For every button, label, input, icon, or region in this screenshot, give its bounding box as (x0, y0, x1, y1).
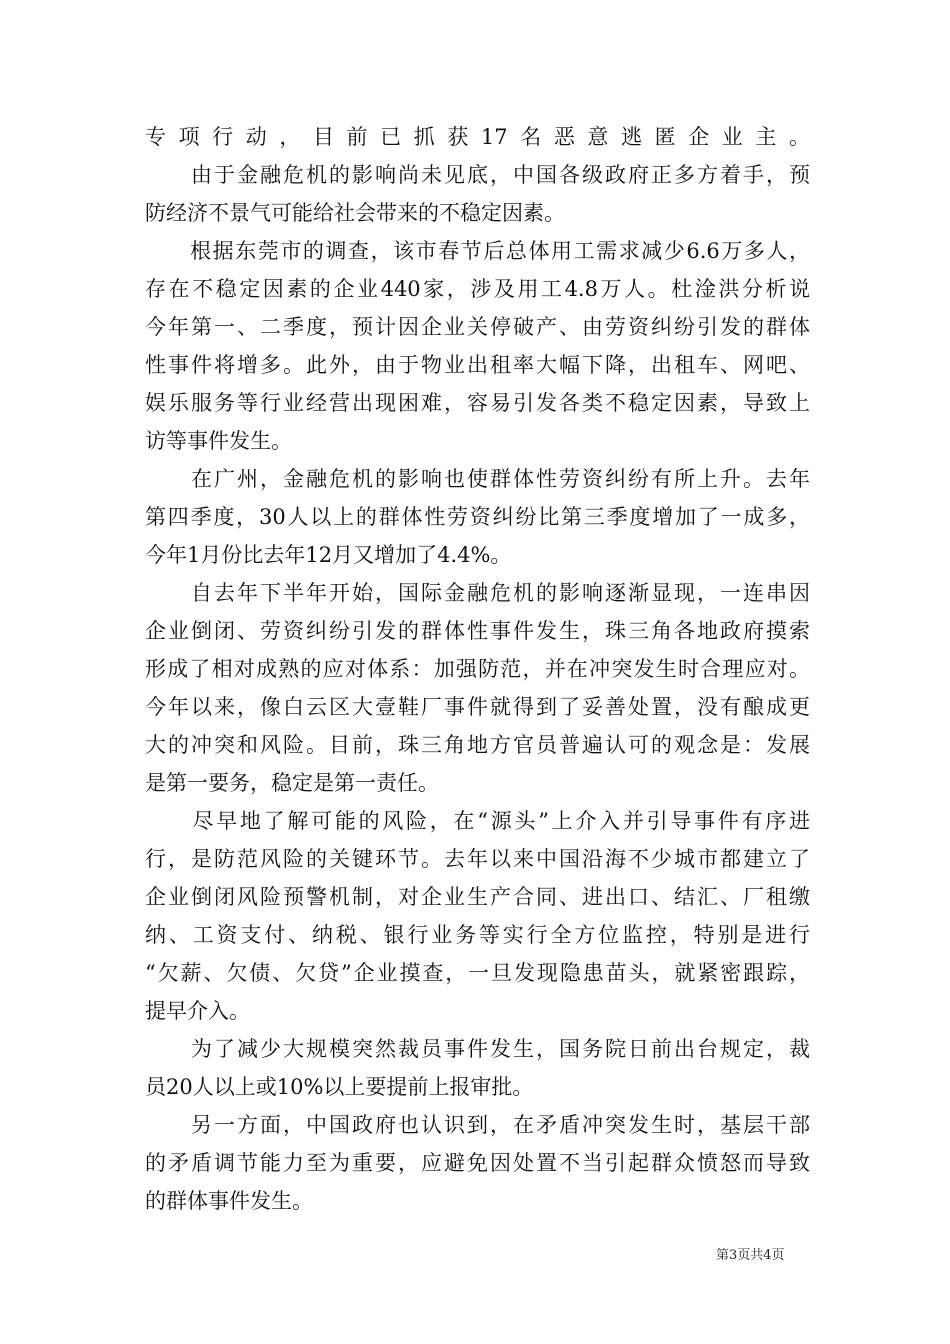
text-line: 娱乐服务等行业经营出现困难，容易引发各类不稳定因素，导致上 (145, 391, 810, 415)
text-line: 行，是防范风险的关键环节。去年以来中国沿海不少城市都建立了 (145, 847, 810, 871)
text-line: 第四季度，30人以上的群体性劳资纠纷比第三季度增加了一成多， (145, 505, 810, 529)
text-line: 性事件将增多。此外，由于物业出租率大幅下降，出租车、网吧、 (145, 353, 810, 377)
text-line: 纳、工资支付、纳税、银行业务等实行全方位监控，特别是进行 (145, 923, 810, 947)
text-line: 专项行动，目前已抓获17名恶意逃匿企业主。 (145, 125, 810, 149)
text-line: 的矛盾调节能力至为重要，应避免因处置不当引起群众愤怒而导致 (145, 1151, 810, 1175)
text-line: 根据东莞市的调查，该市春节后总体用工需求减少6.6万多人， (145, 239, 810, 263)
text-line: 尽早地了解可能的风险，在“源头”上介入并引导事件有序进 (145, 809, 810, 833)
text-line: 存在不稳定因素的企业440家，涉及用工4.8万人。杜淦洪分析说 (145, 277, 810, 301)
text-line: 为了减少大规模突然裁员事件发生，国务院日前出台规定，裁 (145, 1037, 810, 1061)
text-line: 今年以来，像白云区大壹鞋厂事件就得到了妥善处置，没有酿成更 (145, 695, 810, 719)
text-line: 的群体事件发生。 (145, 1189, 313, 1213)
text-line: “欠薪、欠债、欠贷”企业摸查，一旦发现隐患苗头，就紧密跟踪， (145, 961, 810, 985)
text-line: 员20人以上或10%以上要提前上报审批。 (145, 1075, 534, 1099)
text-line: 企业倒闭、劳资纠纷引发的群体性事件发生，珠三角各地政府摸索 (145, 619, 810, 643)
text-line: 大的冲突和风险。目前，珠三角地方官员普遍认可的观念是：发展 (145, 733, 810, 757)
text-line: 访等事件发生。 (145, 429, 292, 453)
text-line: 在广州，金融危机的影响也使群体性劳资纠纷有所上升。去年 (145, 467, 810, 491)
text-line: 另一方面，中国政府也认识到，在矛盾冲突发生时，基层干部 (145, 1113, 810, 1137)
page-number-footer: 第3页共4页 (716, 1248, 785, 1263)
text-line: 是第一要务，稳定是第一责任。 (145, 771, 439, 795)
text-line: 自去年下半年开始，国际金融危机的影响逐渐显现，一连串因 (145, 581, 810, 605)
text-line: 企业倒闭风险预警机制，对企业生产合同、进出口、结汇、厂租缴 (145, 885, 810, 909)
text-line: 今年1月份比去年12月又增加了4.4%。 (145, 543, 512, 567)
text-line: 今年第一、二季度，预计因企业关停破产、由劳资纠纷引发的群体 (145, 315, 810, 339)
text-line: 形成了相对成熟的应对体系：加强防范，并在冲突发生时合理应对。 (145, 657, 810, 681)
text-line: 防经济不景气可能给社会带来的不稳定因素。 (145, 201, 565, 225)
text-line: 由于金融危机的影响尚未见底，中国各级政府正多方着手，预 (145, 163, 810, 187)
text-line: 提早介入。 (145, 999, 250, 1023)
